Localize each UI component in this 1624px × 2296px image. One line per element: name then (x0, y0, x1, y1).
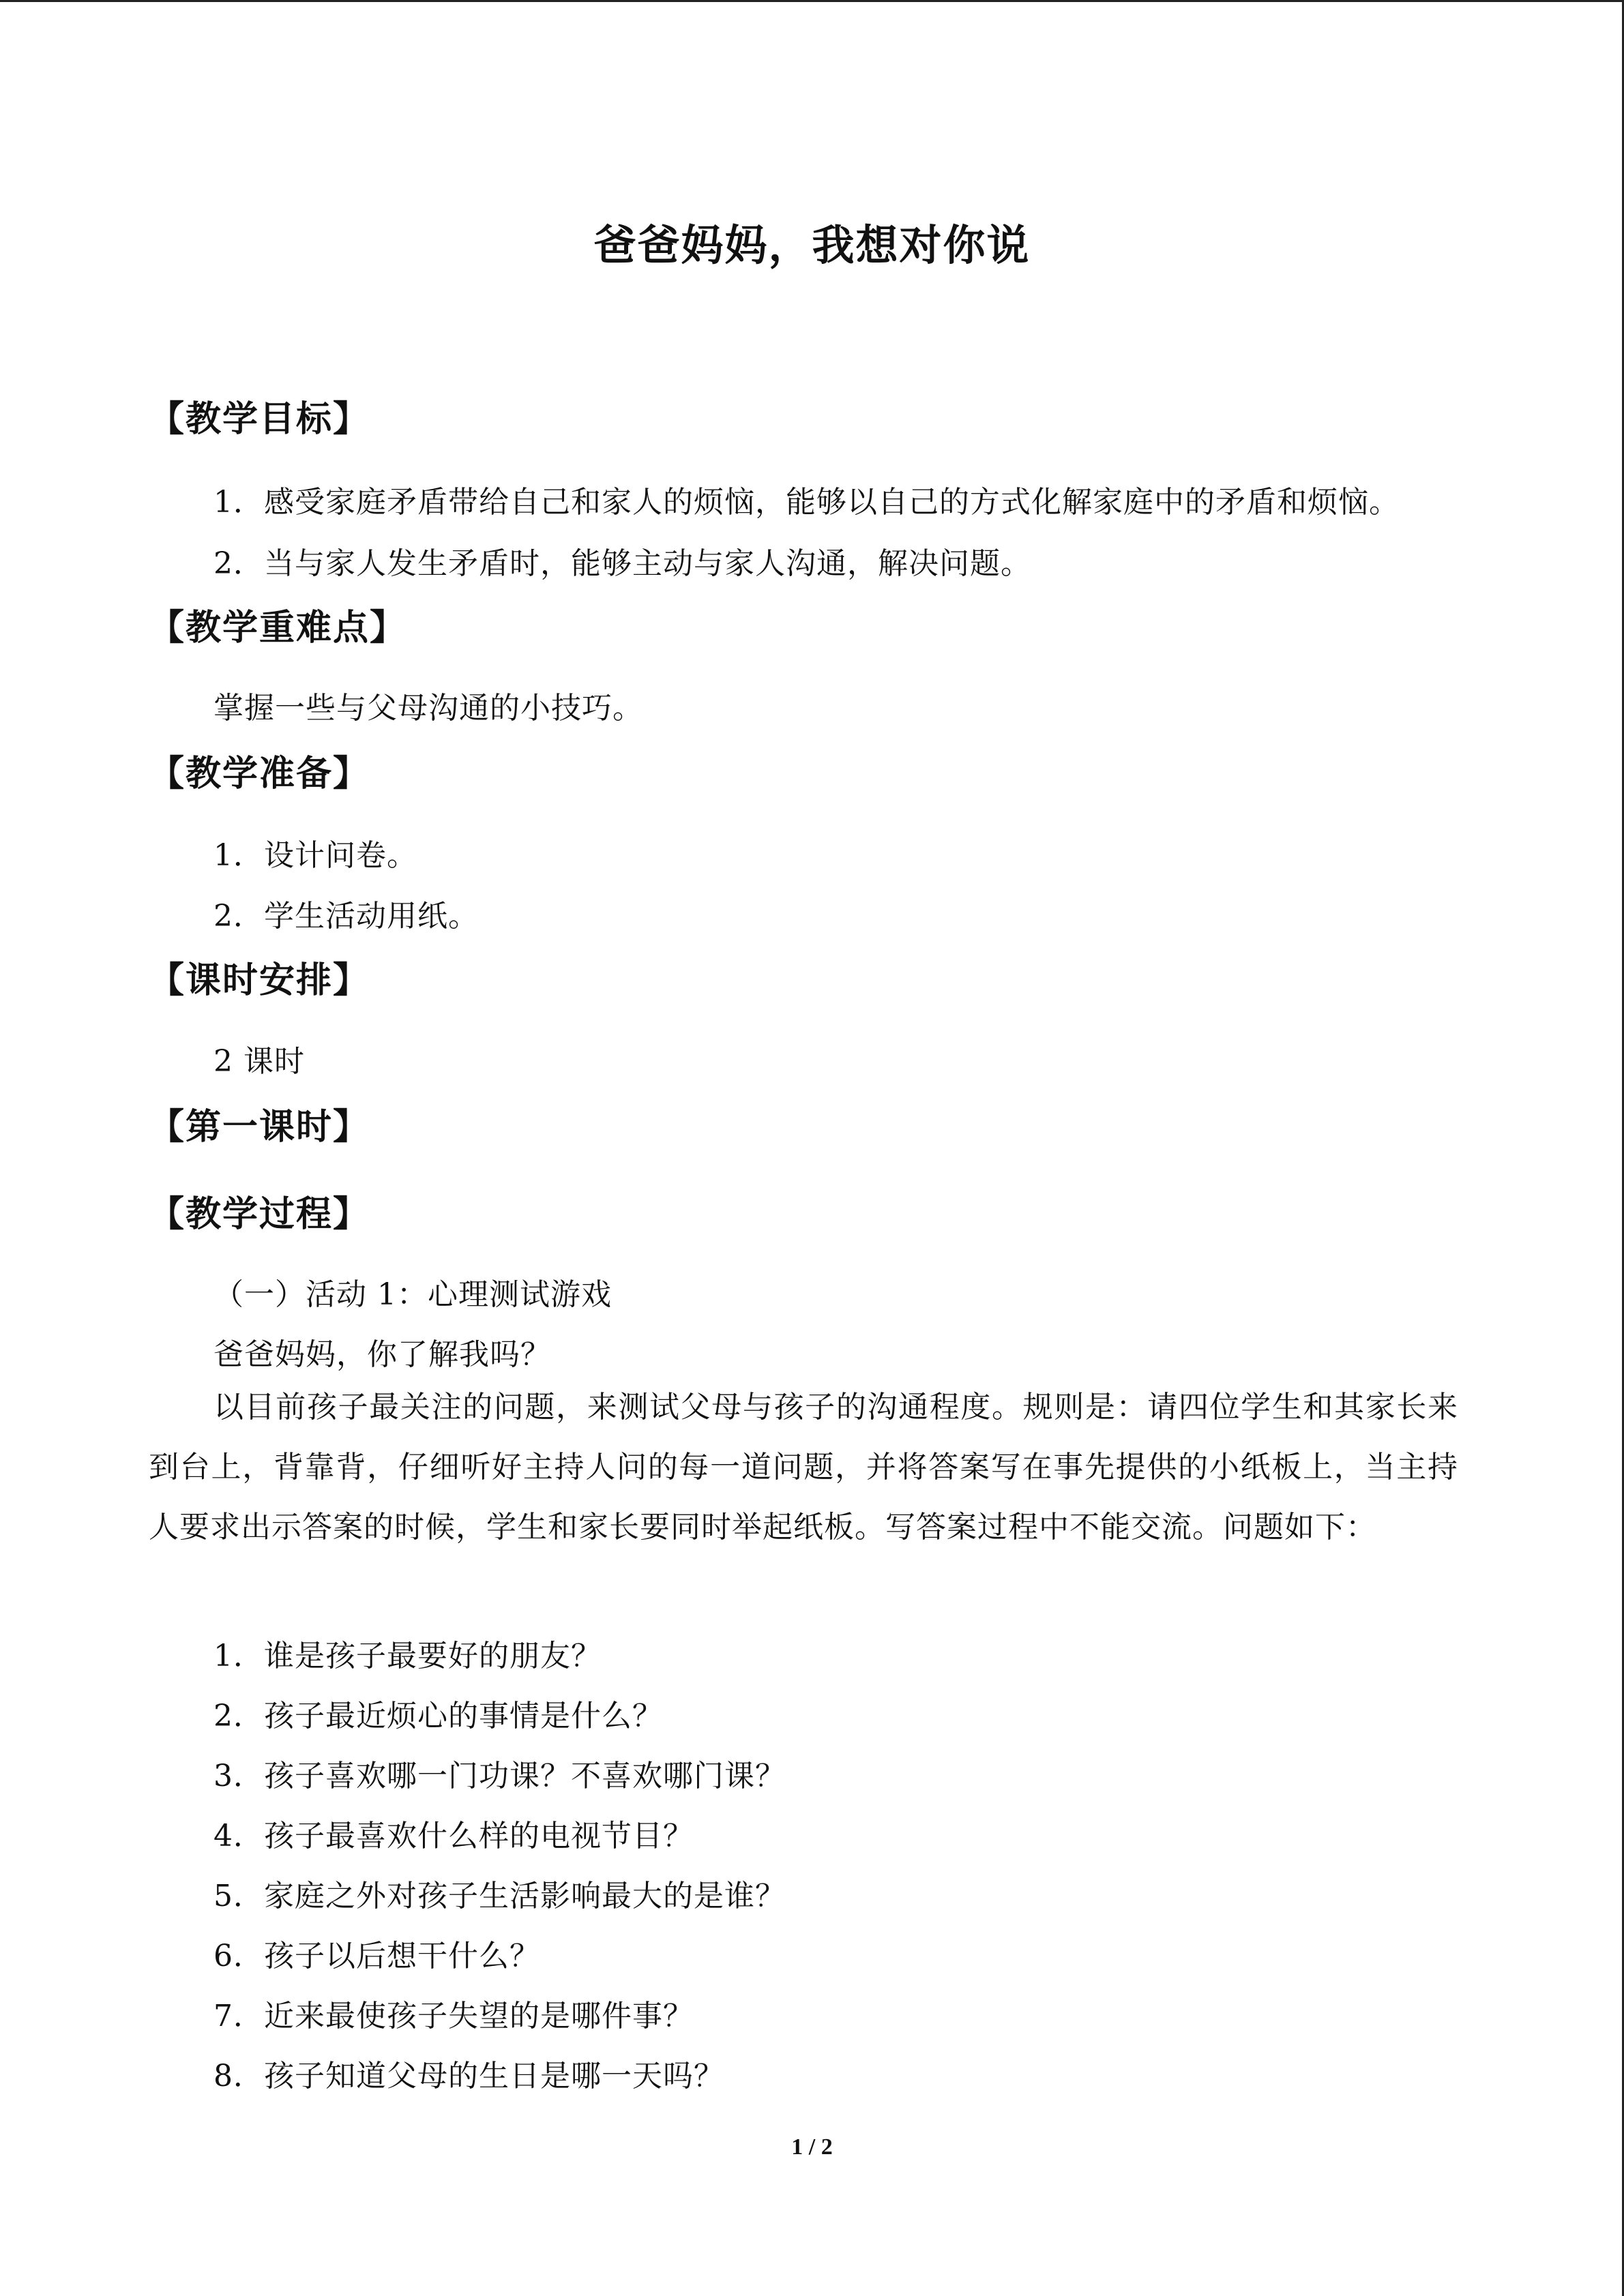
preparation-item-2: 2．学生活动用纸。 (213, 899, 479, 934)
schedule-text: 2 课时 (213, 1044, 305, 1079)
goal-item-1: 1．感受家庭矛盾带给自己和家人的烦恼，能够以自己的方式化解家庭中的矛盾和烦恼。 (213, 485, 1400, 520)
question-item-7: 7．近来最使孩子失望的是哪件事？ (213, 1999, 694, 2033)
document-title: 爸爸妈妈，我想对你说 (593, 220, 1031, 270)
key-points-text: 掌握一些与父母沟通的小技巧。 (213, 691, 643, 726)
heading-lesson-one: 【第一课时】 (149, 1107, 370, 1148)
question-item-6: 6．孩子以后想干什么？ (213, 1939, 540, 1973)
heading-preparation: 【教学准备】 (149, 754, 370, 794)
question-item-2: 2．孩子最近烦心的事情是什么？ (213, 1699, 663, 1733)
heading-teaching-goals: 【教学目标】 (149, 399, 370, 440)
question-item-3: 3．孩子喜欢哪一门功课？不喜欢哪门课？ (213, 1759, 786, 1793)
page-number: 1 / 2 (791, 2134, 833, 2160)
question-item-8: 8．孩子知道父母的生日是哪一天吗？ (213, 2059, 724, 2093)
activity-subtitle: 爸爸妈妈，你了解我吗？ (213, 1337, 551, 1372)
heading-teaching-process: 【教学过程】 (149, 1194, 370, 1235)
heading-schedule: 【课时安排】 (149, 960, 370, 1001)
goal-item-2: 2．当与家人发生矛盾时，能够主动与家人沟通，解决问题。 (213, 546, 1031, 581)
activity-title: （一）活动 1：心理测试游戏 (213, 1277, 612, 1312)
activity-rules: 以目前孩子最关注的问题，来测试父母与孩子的沟通程度。规则是：请四位学生和其家长来到台上，背靠背，仔细听好主持人问的每一道问题，并将答案写在事先提供的小纸板上，当主持人要求出示答案的时候，学生和家长要同时举起纸板。写答案过程中不能交流。问题如下： (149, 1390, 1458, 1545)
question-item-4: 4．孩子最喜欢什么样的电视节目？ (213, 1819, 694, 1853)
preparation-item-1: 1．设计问卷。 (213, 838, 417, 873)
heading-key-points: 【教学重难点】 (149, 608, 407, 648)
question-item-5: 5．家庭之外对孩子生活影响最大的是谁？ (213, 1879, 786, 1913)
question-item-1: 1．谁是孩子最要好的朋友？ (213, 1639, 602, 1673)
